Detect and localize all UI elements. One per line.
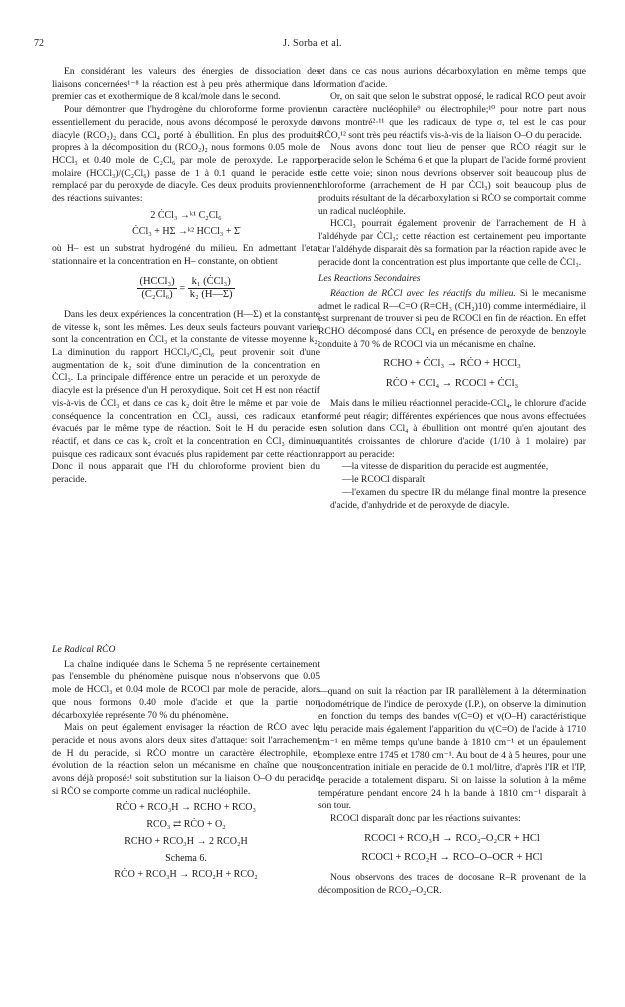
author-line: J. Sorba et al. [283,38,342,49]
paragraph: Mais on peut également envisager la réaction de RĊO avec le peracide et nous avons alors deux sites d'attaque: soit l'arrachement de H du peracide, si RĊO montre un caractère électrophile, et évolution de la réaction selon un mécanisme en chaîne que nous avons déjà proposé:¹ soit substitution sur la liaison O–O du peracide si RĊO se comporte comme un radical nucléophile. [52,722,320,797]
equals-sign: = [179,283,186,295]
equation: RCHO + ĊCl₃ → RĊO + HCCl₃ [383,358,521,370]
fraction-denominator: k₂ (H—Σ) [189,289,233,301]
scheme-equation: RCHO + RCO₃H → 2 RCO₂H [124,835,248,847]
right-column-top [318,66,586,512]
equation: ĊCl₃ + HΣ →ᵏ² HCCl₃ + Σ̇ [132,226,240,238]
fraction-denominator: (C₂Cl₆) [141,289,173,301]
scheme-equation: RĊO + RCO₃H → RCHO + RCO₃ [116,802,256,814]
section-heading: Le Radical RĊO [52,644,116,655]
paragraph: Pour démontrer que l'hydrogène du chloroforme forme provient essentiellement du peracide, nous avons décomposé le peroxyde de diacyle (RCO₂)₂ dans CCl₄ porté à ébullition. En plus des produits propres à la décomposition du (RCO₂)₂ nous formons 0.05 mole de HCCl₃ et 0.40 mole de C₂Cl₆ par mole de peroxyde. Le rapport molaire (HCCl₃)/(C₂Cl₆) passe de 1 à 0.1 quand le peracide est remplacé par du peroxyde de diacyle. Ces deux produits proviennent des réactions suivantes: [52,104,320,205]
paragraph-text: Si le mecanisme admet le radical R—C=O (R=CH₃ (CH₂)10) comme intermédiaire, il est surprenant de trouver si peu de RCOCl en fin de réaction. En effet RCHO décomposé dans CCl₄ en présence de peroxyde de benzoyle conduite à 70 % de RCOCl via un mécanisme en chaîne. [318,287,586,350]
section-heading: Les Reactions Secondaires [318,273,421,285]
left-column-bottom [52,640,320,886]
scheme-label: Schema 6. [165,852,207,864]
list-item: —l'examen du spectre IR du mélange final montre la presence d'acide, d'anhydride et de peroxyde de diacyle. [330,486,586,511]
list-item: —le RCOCl disparaît [342,474,426,486]
paragraph: Nous observons des traces de docosane R–R provenant de la décomposition de RCO₂–O₂CR. [318,872,586,896]
fraction [137,276,176,302]
fraction [188,276,235,302]
paragraph: Mais dans le milieu réactionnel peracide-CCl₄, le chlorure d'acide formé peut réagir; différentes expériences que nous avons effectuées en solution dans CCl₄ à ébullition ont montré qu'en ajoutant des quantités croissantes de chlorure d'acide (1/10 à 1 molaire) par rapport au peracide: [318,397,586,460]
paragraph: —quand on suit la réaction par IR parallèlement à la détermination iodométrique de l'indice de peroxyde (I.P.), on observe la diminution en fonction du temps des bandes ν(C=O) et ν(O–H) caractéristique du peracide mais également l'apparition du ν(C=O) de l'acide à 1710 cm⁻¹ en même temps qu'une bande à 1810 cm⁻¹ et un épaulement complexe entre 1745 et 1780 cm⁻¹. Au bout de 4 à 5 heures, pour une concentration initiale en peracide de 0.1 mol/litre, d'après l'IR et l'IP, le peracide a totalement disparu. Si on laisse la solution à la même température pendant encore 24 h la bande à 1810 cm⁻¹ disparaît à son tour. [318,686,586,812]
subsection-lead: Réaction de RĊCl avec les réactifs du milieu. [330,287,516,299]
equation: RCOCl + RCO₂H → RCO–O–OCR + HCl [361,852,543,864]
paragraph [318,288,586,352]
equation: RCOCl + RCO₃H → RCO₂–O₂CR + HCl [364,832,540,844]
fraction-numerator: k₁ (ĊCl₃) [188,276,235,290]
paragraph: RCOCl disparaît donc par les réactions suivantes: [330,813,521,825]
paragraph: En considérant les valeurs des énergies de dissociation des liaisons concernées¹⁻⁸ la réaction est à peu près athermique dans le premier cas et exothermique de 8 kcal/mole dans le second. [52,66,320,103]
paragraph: et dans ce cas nous aurions décarboxylation en même temps que formation d'acide. [318,66,586,90]
paragraph: où H– est un substrat hydrogéné du milieu. En admettant l'etat stationnaire et la concentration en H– constante, on obtient [52,243,320,267]
equation: RĊO + CCl₄ → RCOCl + ĊCl₃ [385,378,519,390]
paragraph: La chaîne indiquée dans le Schema 5 ne représente certainement pas l'ensemble du phénomène puisque nous n'observons que 0.05 mole de HCCl₃ et 0.04 mole de RCOCl par mole de peracide, alors que nous formons 0.40 mole d'acide et que la partie non décarboxylée représente 70 % du phénomène. [52,658,320,721]
paragraph: Dans les deux expériences la concentration (H—Σ) et la constante de vitesse k₁ sont les mêmes. Les deux seuls facteurs pouvant varier sont la concentration en ĊCl₃ et la constante de vitesse moyenne k₂. La diminution du rapport HCCl₃/C₂Cl₆ peut provenir soit d'une augmentation de k₂ soit d'une diminution de la concentration en ĊCl₃. La principale différence entre un peracide et un peroxyde de diacyle est la présence d'un H peroxydique. Soit cet H est non réactif vis-à-vis de ĊCl₃ et dans ce cas k₂ doit être le même et par voie de conséquence la concentration en ĊCl₃ aussi, ces radicaux etant évacués par le même type de réaction. Soit le H du peracide est réactif, et dans ce cas k₂ croît et la concentration en ĊCl₃ diminue puisque ces radicaux sont évacués plus rapidement par cette réaction. Donc il nous apparait que l'H du chloroforme provient bien du peracide. [52,308,320,486]
scheme-equation: RCO₃ ⇄ RĊO + O₂ [146,819,226,831]
scheme-equation: RĊO + RCO₃H → RCO₂H + RCO₂ [114,869,258,881]
paragraph: Nous avons donc tout lieu de penser que RĊO réagit sur le peracide selon le Schéma 6 et que la plupart de l'acide formé provient de cette voie; sinon nous devrions observer soit beaucoup plus de chloroforme (arrachement de H par ĊCl₃) soit beaucoup plus de produits résultant de la décarboxylation si RĊO se comportait comme un radical nucléophile. [318,142,586,217]
paragraph: Or, on sait que selon le substrat opposé, le radical RCO peut avoir un caractère nucléophile⁹ ou électrophile;¹⁰ pour notre part nous avons montré²·¹¹ que les radicaux de type σ, tel est le cas pour RĊO,¹² sont très peu réactifs vis-à-vis de la liaison O–O du peracide. [318,91,586,141]
fraction-numerator: (HCCl₃) [137,276,176,290]
list-item: —la vitesse de disparition du peracide est augmentée, [342,461,549,473]
rate-ratio-equation [52,276,320,302]
page-number: 72 [34,38,44,49]
equation: 2 ĊCl₃ →ᵏ¹ C₂Cl₆ [150,209,222,221]
left-column-top [52,66,320,487]
running-header [34,38,591,52]
right-column-bottom [318,686,586,898]
paragraph: HCCl₃ pourrait également provenir de l'arrachement de H à l'aldéhyde par ĊCl₃; cette réaction est certainement peu importante car l'aldéhyde disparait dès sa formation par la réaction rapide avec le peracide dont la concentration est plus importante que celle de ĊCl₃. [318,218,586,268]
